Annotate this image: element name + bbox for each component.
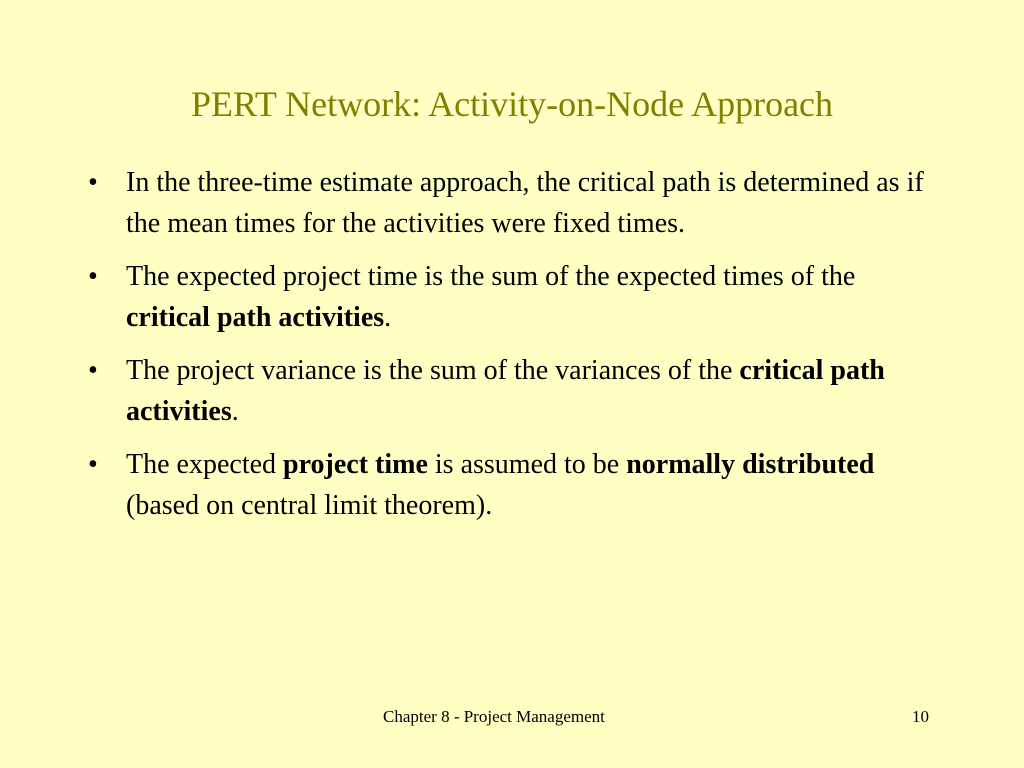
bullet-list [84,162,944,538]
bullet-item [84,256,944,338]
bullet-text-segment: . [231,396,239,427]
bullet-bold-text: critical path activities [126,302,385,333]
bullet-marker: • [88,449,98,480]
bullet-item [84,162,944,244]
bullet-marker: • [88,167,98,198]
bullet-marker: • [88,355,98,386]
bullet-item [84,350,944,432]
bullet-bold-text: project time [283,449,428,480]
bullet-text-segment: is assumed to be [427,449,627,480]
footer-text: Chapter 8 - Project Management [383,707,605,726]
bullet-bold-text: critical path activities [126,355,885,427]
bullet-text-segment: In the three-time estimate approach, the critical path is determined as if the mean times for the activities were fixed times. [126,167,924,239]
bullet-text-segment: . [384,302,392,333]
bullet-item [84,444,944,526]
bullet-text-segment: The expected [126,449,284,480]
bullet-bold-text: normally distributed [626,449,875,480]
bullet-text-segment: The expected project time is the sum of the expected times of the [126,261,856,292]
slide-title: PERT Network: Activity-on-Node Approach [190,84,834,124]
page-number: 10 [912,707,929,726]
bullet-text-segment: (based on central limit theorem). [126,490,493,521]
bullet-marker: • [88,261,98,292]
bullet-text-segment: The project variance is the sum of the variances of the [126,355,740,386]
